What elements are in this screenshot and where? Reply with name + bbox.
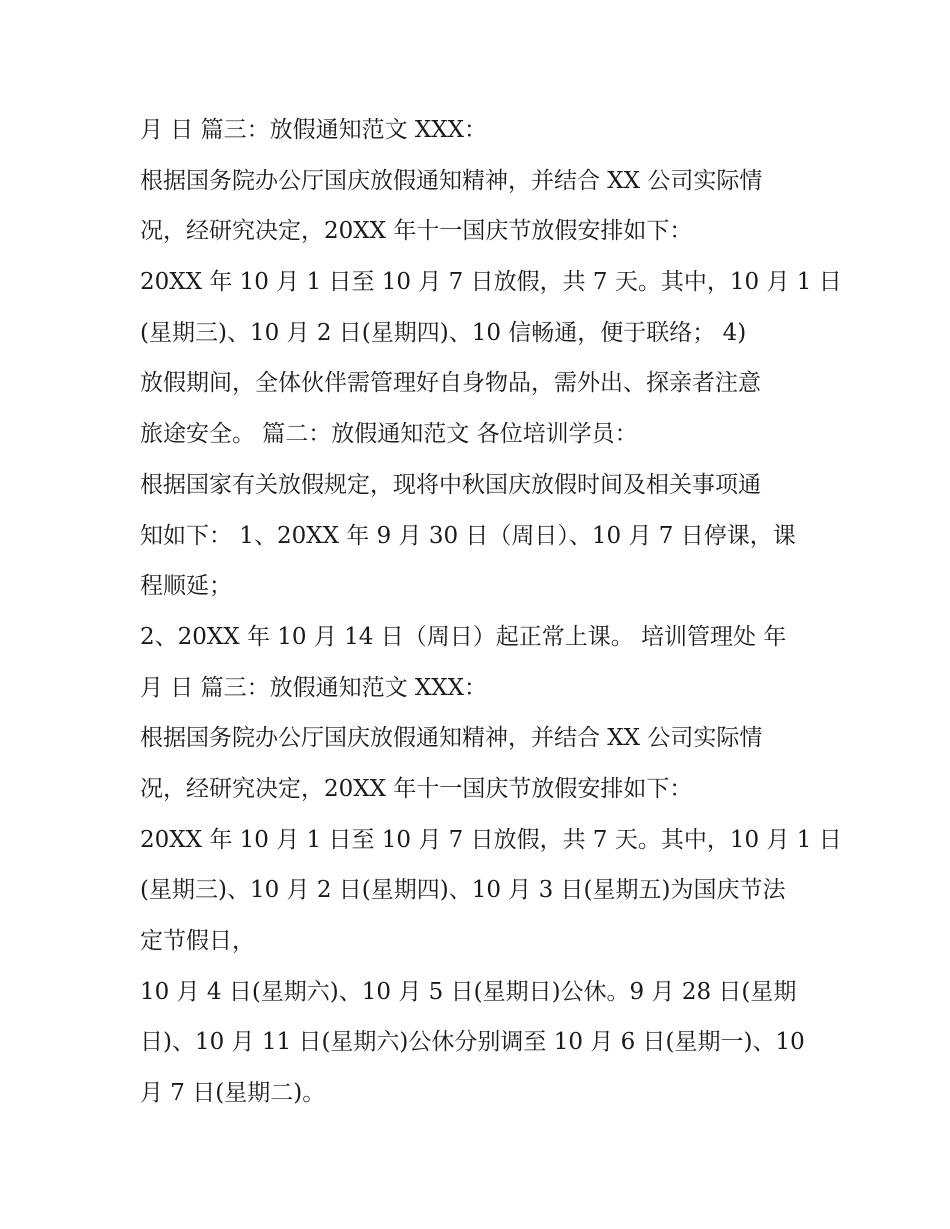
text-line-5: (星期三)、10 月 2 日(星期四)、10 信畅通，便于联络； 4) [140,319,747,346]
text-line-8: 根据国家有关放假规定，现将中秋国庆放假时间及相关事项通 [140,471,761,498]
text-line-7: 旅途安全。 篇二：放假通知范文 各位培训学员： [140,421,638,448]
text-line-13: 根据国务院办公厅国庆放假通知精神，并结合 XX 公司实际情 [140,725,763,752]
document-body [140,105,842,1119]
text-line-9: 知如下： 1、20XX 年 9 月 30 日（周日）、10 月 7 日停课，课 [140,522,796,549]
text-line-6: 放假期间，全体伙伴需管理好自身物品，需外出、探亲者注意 [140,370,761,397]
text-line-20: 月 7 日(星期二)。 [140,1080,326,1107]
text-line-12: 月 日 篇三：放假通知范文 XXX： [140,674,488,701]
text-line-15: 20XX 年 10 月 1 日至 10 月 7 日放假，共 7 天。其中，10 月 1 日 [140,826,842,853]
text-line-16: (星期三)、10 月 2 日(星期四)、10 月 3 日(星期五)为国庆节法 [140,877,786,904]
text-line-11: 2、20XX 年 10 月 14 日（周日）起正常上课。 培训管理处 年 [140,623,787,650]
text-line-1: 月 日 篇三：放假通知范文 XXX： [140,117,488,143]
text-line-3: 况，经研究决定，20XX 年十一国庆节放假安排如下： [140,218,693,245]
text-line-2: 根据国务院办公厅国庆放假通知精神，并结合 XX 公司实际情 [140,167,763,194]
text-line-4: 20XX 年 10 月 1 日至 10 月 7 日放假，共 7 天。其中，10 月 1 日 [140,269,842,296]
text-line-17: 定节假日， [140,928,255,954]
text-line-19: 日)、10 月 11 日(星期六)公休分别调至 10 月 6 日(星期一)、10 [140,1029,805,1056]
text-line-18: 10 月 4 日(星期六)、10 月 5 日(星期日)公休。9 月 28 日(星期 [140,978,797,1005]
text-line-10: 程顺延； [140,573,232,600]
text-line-14: 况，经研究决定，20XX 年十一国庆节放假安排如下： [140,775,693,802]
